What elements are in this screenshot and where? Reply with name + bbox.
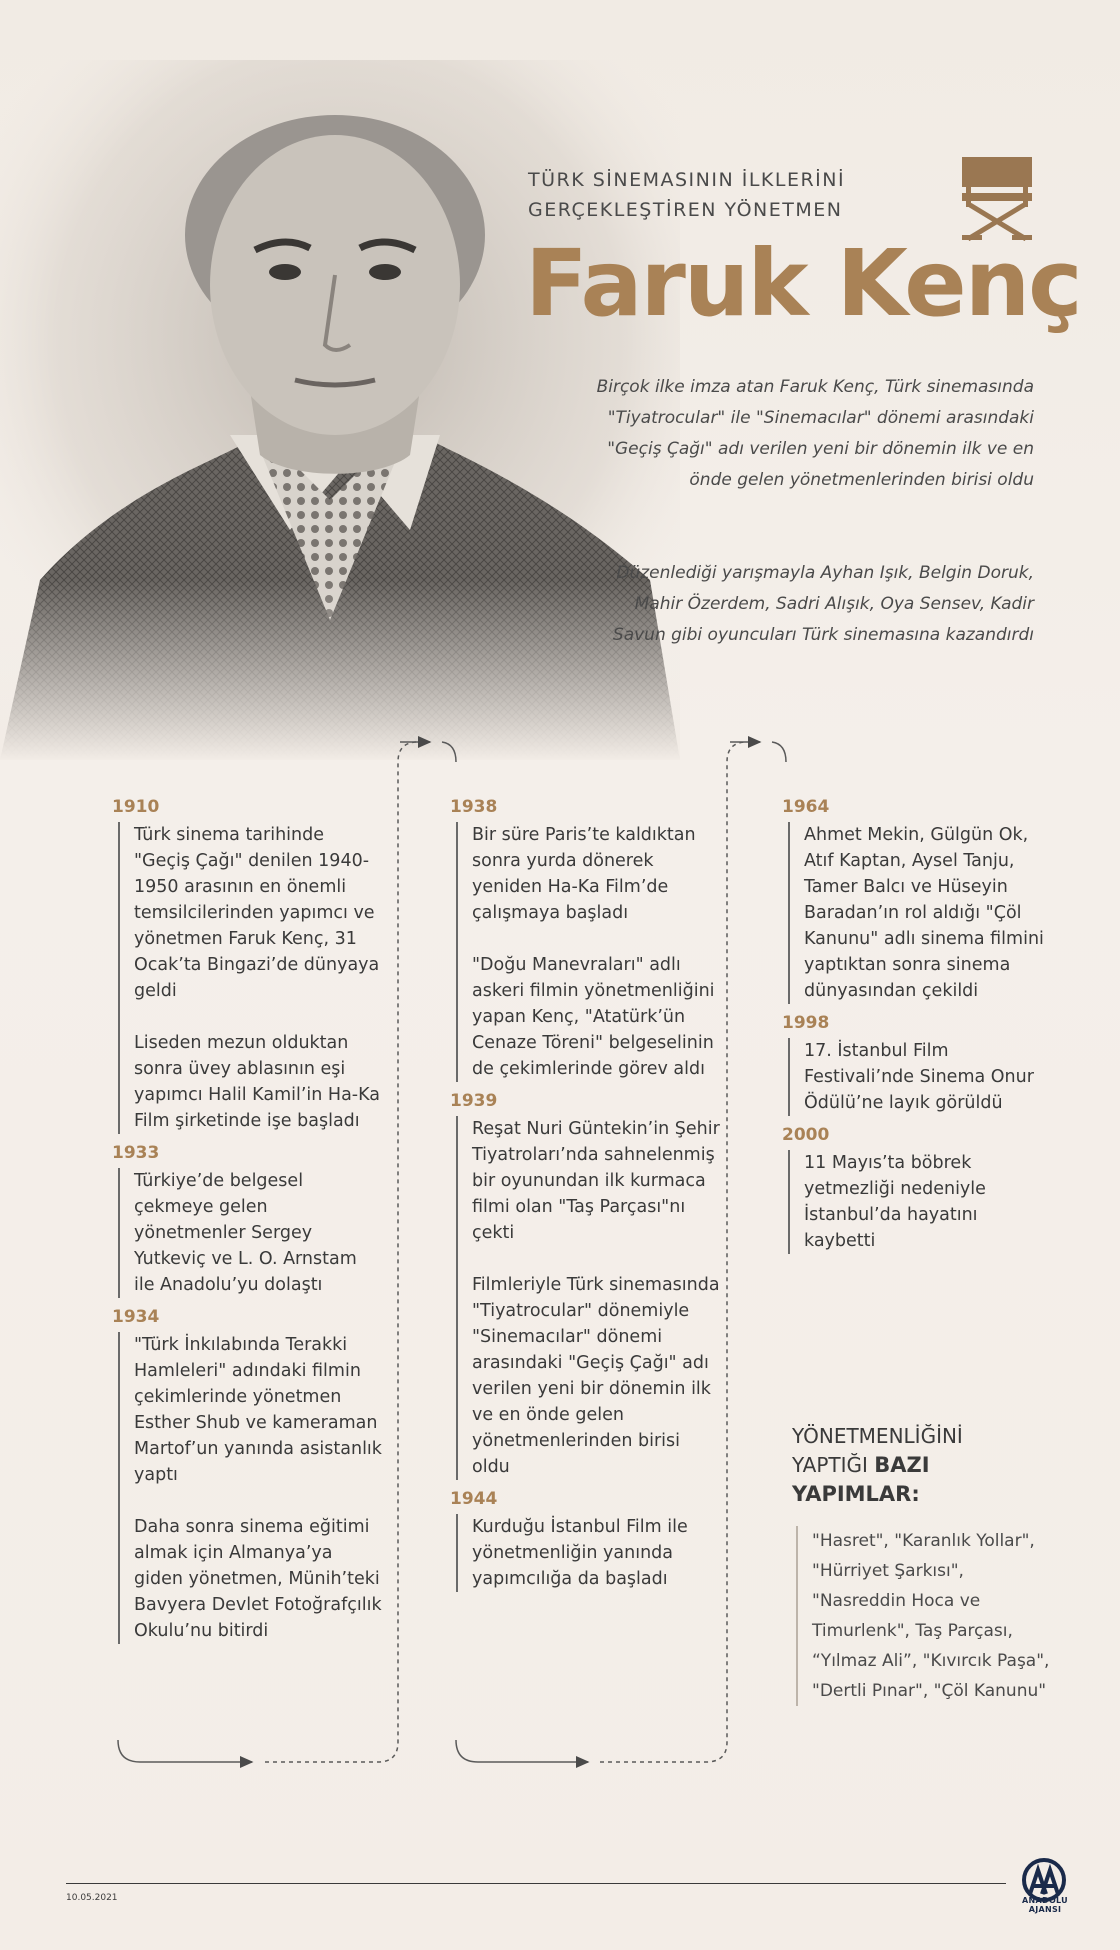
entry-body bbox=[118, 1332, 382, 1644]
footer-divider bbox=[66, 1883, 1006, 1884]
entry-body bbox=[456, 1116, 720, 1480]
entry-body bbox=[456, 822, 720, 1082]
headline-kicker bbox=[528, 165, 845, 225]
entry-year: 1933 bbox=[112, 1143, 160, 1163]
entry-body bbox=[788, 1038, 1052, 1116]
agency-name: ANADOLU AJANSI bbox=[1022, 1896, 1068, 1914]
entry-text: Türkiye’de belgesel çekmeye gelen yönetmenler Sergey Yutkeviç ve L. O. Arnstam ile Anadolu’yu dolaştı bbox=[134, 1171, 357, 1295]
entry-text: Liseden mezun olduktan sonra üvey ablasının eşi yapımcı Halil Kamil’in Ha-Ka Film şirketinde işe başladı bbox=[134, 1033, 381, 1131]
entry-year: 1934 bbox=[112, 1307, 160, 1327]
entry-text: "Türk İnkılabında Terakki Hamleleri" adındaki filmin çekimlerinde yönetmen Esther Shub ve kameraman Martof’un yanında asistanlık yaptı bbox=[134, 1335, 382, 1485]
kicker-line-2: GERÇEKLEŞTİREN YÖNETMEN bbox=[528, 199, 843, 221]
entry-year: 2000 bbox=[782, 1125, 830, 1145]
works-heading-line-2 bbox=[792, 1451, 1052, 1480]
works-heading-normal: YAPTIĞI bbox=[792, 1453, 875, 1477]
entry-text: Kurduğu İstanbul Film ile yönetmenliğin yanında yapımcılığa da başladı bbox=[472, 1517, 688, 1589]
entry-year: 1944 bbox=[450, 1489, 498, 1509]
timeline-entry-1998 bbox=[782, 1012, 1052, 1116]
works-heading-line-3 bbox=[792, 1480, 1052, 1509]
timeline-entry-1939 bbox=[450, 1090, 720, 1480]
entry-text: Ahmet Mekin, Gülgün Ok, Atıf Kaptan, Aysel Tanju, Tamer Balcı ve Hüseyin Baradan’ın rol aldığı "Çöl Kanunu" adlı sinema filmini yaptıktan sonra sinema dünyasından çekildi bbox=[804, 825, 1044, 1001]
timeline-column-2 bbox=[450, 796, 720, 1592]
timeline-entry-1938 bbox=[450, 796, 720, 1082]
page-title: Faruk Kenç bbox=[525, 230, 1081, 337]
entry-year: 1939 bbox=[450, 1091, 498, 1111]
works-heading-bold: BAZI bbox=[874, 1453, 930, 1477]
entry-year: 1964 bbox=[782, 797, 830, 817]
timeline-entry-1910 bbox=[112, 796, 382, 1134]
works-heading-line-1: YÖNETMENLİĞİNİ bbox=[792, 1424, 963, 1448]
kicker-line-1: TÜRK SİNEMASININ İLKLERİNİ bbox=[528, 169, 846, 191]
timeline-entry-2000 bbox=[782, 1124, 1052, 1254]
intro-paragraph-1: Birçok ilke imza atan Faruk Kenç, Türk sinemasında "Tiyatrocular" ile "Sinemacılar" dönemi arasındaki "Geçiş Çağı" adı verilen yeni bir dönemin ilk ve en önde gelen yönetmenlerinden birisi oldu bbox=[596, 377, 1034, 490]
timeline-column-3 bbox=[782, 796, 1052, 1254]
entry-text: 17. İstanbul Film Festivali’nde Sinema Onur Ödülü’ne layık görüldü bbox=[804, 1041, 1034, 1113]
entry-year: 1998 bbox=[782, 1013, 830, 1033]
entry-text: "Doğu Manevraları" adlı askeri filmin yönetmenliğini yapan Kenç, "Atatürk’ün Cenaze Töreni" belgeselinin de çekimlerinde görev aldı bbox=[472, 955, 715, 1079]
entry-year: 1910 bbox=[112, 797, 160, 817]
works-heading-bold-2: YAPIMLAR: bbox=[792, 1482, 920, 1506]
entry-text: Türk sinema tarihinde "Geçiş Çağı" denilen 1940-1950 arasının en önemli temsilcilerinden yapımcı ve yönetmen Faruk Kenç, 31 Ocak’ta Bingazi’de dünyaya geldi bbox=[134, 825, 380, 1001]
entry-text: Reşat Nuri Güntekin’in Şehir Tiyatroları’nda sahnelenmiş bir oyunundan ilk kurmaca filmi olan "Taş Parçası"nı çekti bbox=[472, 1119, 720, 1243]
timeline-column-1 bbox=[112, 796, 382, 1644]
footer-date: 10.05.2021 bbox=[66, 1893, 118, 1903]
timeline-entry-1944 bbox=[450, 1488, 720, 1592]
timeline-entry-1934 bbox=[112, 1306, 382, 1644]
entry-body bbox=[456, 1514, 720, 1592]
entry-text: Bir süre Paris’te kaldıktan sonra yurda dönerek yeniden Ha-Ka Film’de çalışmaya başladı bbox=[472, 825, 696, 923]
entry-text: Daha sonra sinema eğitimi almak için Almanya’ya giden yönetmen, Münih’teki Bavyera Devlet Fotoğrafçılık Okulu’nu bitirdi bbox=[134, 1517, 382, 1641]
entry-year: 1938 bbox=[450, 797, 498, 817]
entry-body bbox=[788, 822, 1052, 1004]
entry-body bbox=[788, 1150, 1052, 1254]
timeline-entry-1933 bbox=[112, 1142, 382, 1298]
entry-body bbox=[118, 1168, 382, 1298]
directors-chair-icon bbox=[960, 155, 1034, 241]
intro-paragraph-2: Düzenlediği yarışmayla Ayhan Işık, Belgin Doruk, Mahir Özerdem, Sadri Alışık, Oya Sensev, Kadir Savun gibi oyuncuları Türk sinemasına kazandırdı bbox=[612, 563, 1034, 645]
timeline-entry-1964 bbox=[782, 796, 1052, 1004]
works-heading bbox=[792, 1422, 1052, 1509]
entry-body bbox=[118, 822, 382, 1134]
works-list: "Hasret", "Karanlık Yollar", "Hürriyet Şarkısı", "Nasreddin Hoca ve Timurlenk", Taş Parçası, “Yılmaz Ali”, "Kıvırcık Paşa", "Dertli Pınar", "Çöl Kanunu" bbox=[796, 1526, 1052, 1706]
entry-text: 11 Mayıs’ta böbrek yetmezliği nedeniyle İstanbul’da hayatını kaybetti bbox=[804, 1153, 986, 1251]
entry-text: Filmleriyle Türk sinemasında "Tiyatrocular" dönemiyle "Sinemacılar" dönemi arasındaki "Geçiş Çağı" adı verilen yeni bir dönemin ilk ve en önde gelen yönetmenlerinden birisi oldu bbox=[472, 1275, 720, 1477]
